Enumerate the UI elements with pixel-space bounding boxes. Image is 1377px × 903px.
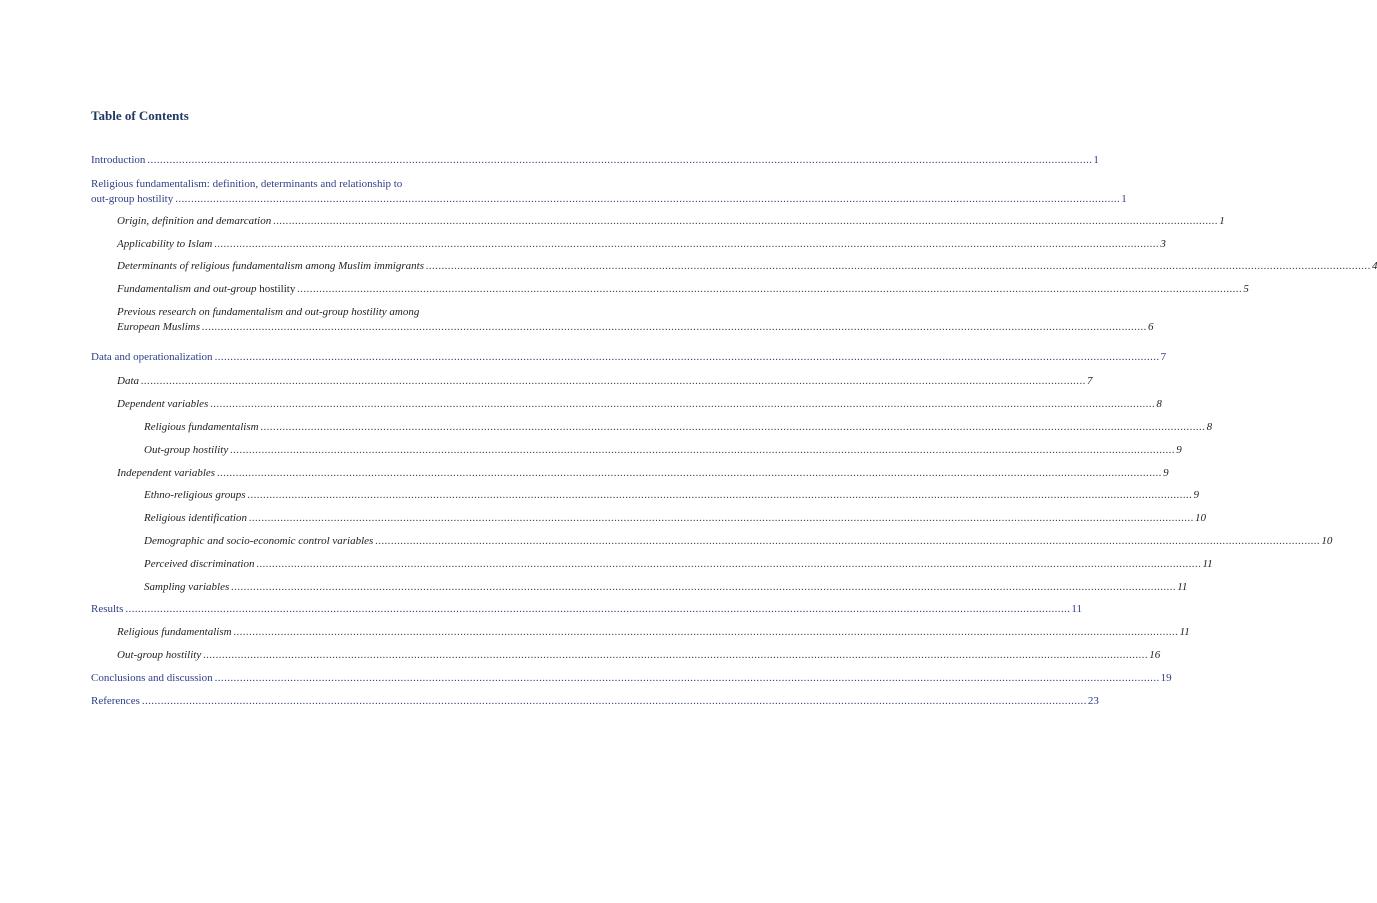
toc-page-number: 11: [1177, 581, 1188, 593]
toc-page-number: 5: [1243, 283, 1249, 295]
leader-dots: ............................................................................................................................................................................................................................................................................................................: [214, 238, 1160, 250]
toc-entry-results-religious-fundamentalism[interactable]: [117, 625, 1190, 640]
toc-page-number: 11: [1179, 626, 1190, 638]
leader-dots: ............................................................................................................................................................................................................................................................................................................: [247, 489, 1193, 501]
leader-dots: ............................................................................................................................................................................................................................................................................................................: [260, 421, 1206, 433]
leader-dots: ............................................................................................................................................................................................................................................................................................................: [202, 321, 1148, 333]
toc-label: Religious identification: [144, 512, 247, 524]
toc-page-number: 1: [1219, 215, 1225, 227]
leader-dots: ............................................................................................................................................................................................................................................................................................................: [141, 695, 1087, 707]
toc-page-number: 6: [1148, 321, 1154, 333]
toc-entry-origin-definition[interactable]: [117, 214, 1225, 229]
leader-dots: ............................................................................................................................................................................................................................................................................................................: [297, 283, 1243, 295]
toc-label: Origin, definition and demarcation: [117, 215, 272, 227]
toc-entry-previous-research[interactable]: [117, 305, 1154, 335]
toc-entry-applicability-islam[interactable]: [117, 237, 1166, 252]
toc-entry-results[interactable]: [91, 602, 1082, 617]
toc-page-number: 19: [1160, 672, 1172, 684]
toc-label: Religious fundamentalism: [117, 626, 232, 638]
toc-page-number: 8: [1156, 398, 1162, 410]
toc-label: Conclusions and discussion: [91, 672, 213, 684]
leader-dots: ............................................................................................................................................................................................................................................................................................................: [256, 558, 1202, 570]
toc-label: Data and operationalization: [91, 351, 213, 363]
toc-label: Sampling variables: [144, 581, 230, 593]
toc-page-number: 3: [1160, 238, 1166, 250]
toc-label-line1: Religious fundamentalism: definition, determinants and relationship to: [91, 178, 403, 190]
leader-dots: ............................................................................................................................................................................................................................................................................................................: [125, 603, 1071, 615]
toc-entry-data-operationalization[interactable]: [91, 350, 1167, 365]
toc-entry-references[interactable]: [91, 694, 1099, 709]
leader-dots: ............................................................................................................................................................................................................................................................................................................: [217, 467, 1163, 479]
toc-page-number: 1: [1121, 193, 1127, 205]
toc-page-number: 10: [1321, 535, 1333, 547]
toc-entry-outgroup-hostility-variable[interactable]: [144, 443, 1182, 458]
toc-page-number: 8: [1206, 421, 1213, 433]
leader-dots: ............................................................................................................................................................................................................................................................................................................: [141, 375, 1086, 387]
toc-entry-sampling-variables[interactable]: [144, 580, 1188, 595]
toc-label: European Muslims: [117, 321, 201, 333]
leader-dots: ............................................................................................................................................................................................................................................................................................................: [214, 672, 1160, 684]
leader-dots: ............................................................................................................................................................................................................................................................................................................: [203, 649, 1149, 661]
toc-entry-demographic-control[interactable]: [144, 534, 1333, 549]
toc-entry-determinants[interactable]: [117, 259, 1377, 274]
toc-label-italic: Fundamentalism and out-group: [117, 283, 257, 295]
leader-dots: ............................................................................................................................................................................................................................................................................................................: [175, 193, 1121, 205]
leader-dots: ............................................................................................................................................................................................................................................................................................................: [375, 535, 1321, 547]
toc-title: Table of Contents: [91, 108, 189, 123]
toc-entry-results-outgroup-hostility[interactable]: [117, 648, 1161, 663]
toc-entry-dependent-variables[interactable]: [117, 397, 1162, 412]
toc-page-number: 10: [1194, 512, 1206, 524]
toc-page-number: 1: [1093, 154, 1099, 166]
leader-dots: ............................................................................................................................................................................................................................................................................................................: [210, 398, 1156, 410]
leader-dots: ............................................................................................................................................................................................................................................................................................................: [425, 260, 1371, 272]
toc-label: References: [91, 695, 140, 707]
toc-label: Ethno-religious groups: [144, 489, 246, 501]
toc-entry-conclusions[interactable]: [91, 671, 1172, 686]
leader-dots: ............................................................................................................................................................................................................................................................................................................: [214, 351, 1160, 363]
leader-dots: ............................................................................................................................................................................................................................................................................................................: [231, 581, 1177, 593]
toc-entry-religious-identification[interactable]: [144, 511, 1206, 526]
leader-dots: ............................................................................................................................................................................................................................................................................................................: [233, 626, 1179, 638]
toc-entry-religious-fundamentalism-definition[interactable]: [91, 177, 1127, 207]
toc-page-number: 16: [1149, 649, 1161, 661]
leader-dots: ............................................................................................................................................................................................................................................................................................................: [273, 215, 1219, 227]
toc-entry-introduction[interactable]: [91, 153, 1099, 168]
leader-dots: ............................................................................................................................................................................................................................................................................................................: [147, 154, 1093, 166]
toc-label: Determinants of religious fundamentalism among Muslim immigrants: [117, 260, 424, 272]
toc-entry-religious-fundamentalism-variable[interactable]: [144, 420, 1213, 435]
toc-label: Data: [117, 375, 139, 387]
toc-label: Out-group hostility: [144, 444, 229, 456]
toc-page-number: 9: [1193, 489, 1200, 501]
toc-page-number: 4: [1371, 260, 1377, 272]
toc-page-number: 11: [1202, 558, 1213, 570]
toc-page-number: 11: [1071, 603, 1082, 615]
toc-page-number: 7: [1160, 351, 1167, 363]
toc-label: Introduction: [91, 154, 146, 166]
toc-page-number: 23: [1087, 695, 1099, 707]
toc-label: Dependent variables: [117, 398, 209, 410]
toc-entry-independent-variables[interactable]: [117, 466, 1169, 481]
toc-entry-fundamentalism-outgroup[interactable]: [117, 282, 1249, 297]
toc-entry-perceived-discrimination[interactable]: [144, 557, 1213, 572]
toc-entry-ethno-religious-groups[interactable]: [144, 488, 1200, 503]
leader-dots: ............................................................................................................................................................................................................................................................................................................: [248, 512, 1194, 524]
toc-label: Independent variables: [117, 467, 216, 479]
toc-label: out-group hostility: [91, 193, 174, 205]
leader-dots: ............................................................................................................................................................................................................................................................................................................: [230, 444, 1176, 456]
toc-page-number: 9: [1163, 467, 1169, 479]
toc-label: [117, 282, 295, 297]
toc-page-number: 9: [1176, 444, 1182, 456]
toc-entry-data[interactable]: [117, 374, 1093, 389]
toc-label-line1: Previous research on fundamentalism and out-group hostility among: [117, 306, 420, 318]
toc-label-plain: hostility: [256, 283, 296, 295]
toc-label: Perceived discrimination: [144, 558, 255, 570]
toc-label: Demographic and socio-economic control variables: [144, 535, 374, 547]
toc-label: Out-group hostility: [117, 649, 202, 661]
toc-label: Applicability to Islam: [117, 238, 213, 250]
toc-label: Results: [91, 603, 124, 615]
toc-page-number: 7: [1087, 375, 1093, 387]
toc-label: Religious fundamentalism: [144, 421, 259, 433]
